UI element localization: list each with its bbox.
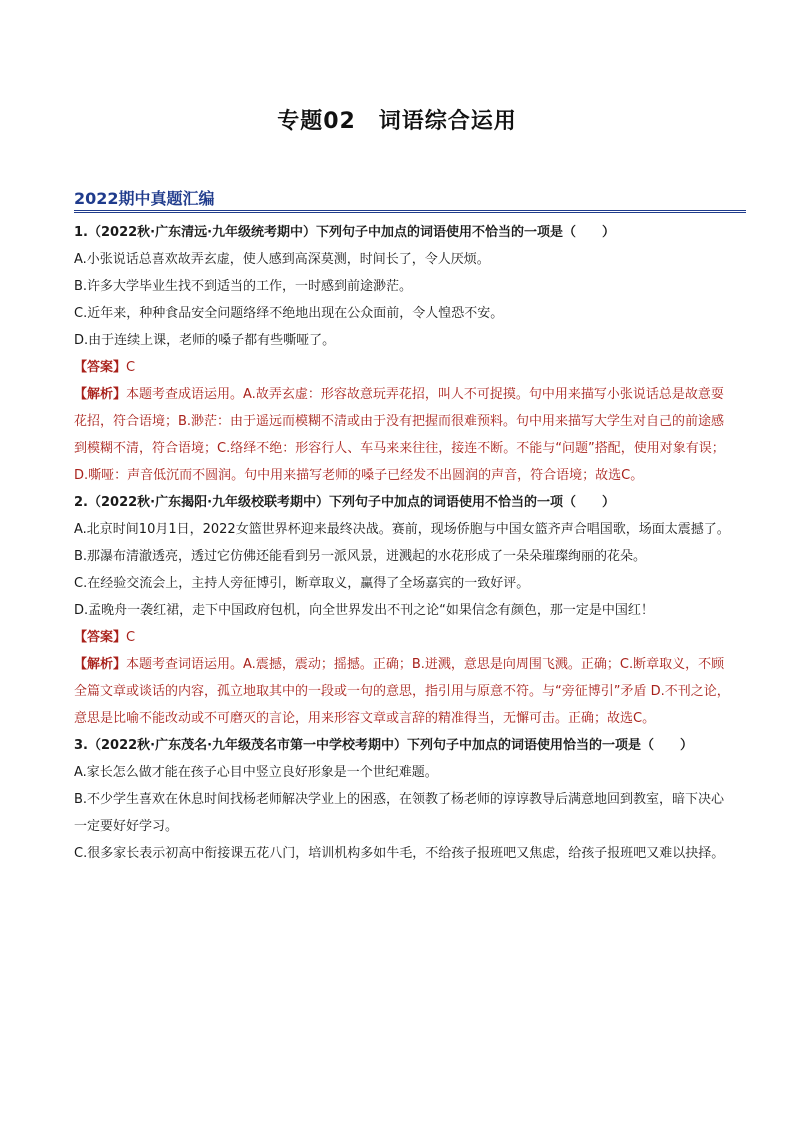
- question-1-analysis: [74, 381, 734, 489]
- page-title: 专题02 词语综合运用: [277, 109, 517, 134]
- section-title: 2022期中真题汇编: [74, 189, 215, 208]
- question-list: [74, 219, 734, 867]
- section-heading: [74, 186, 746, 213]
- question-1-option-d: D.由于连续上课，老师的嗓子都有些嘶哑了。: [74, 333, 336, 348]
- question-3-stem: 3.（2022秋·广东茂名·九年级茂名市第一中学校考期中）下列句子中加点的词语使用恰当的一项是（ ）: [74, 738, 694, 753]
- question-2-analysis: [74, 651, 734, 732]
- question-1-option-b: B.许多大学毕业生找不到适当的工作，一时感到前途渺茫。: [74, 279, 413, 294]
- question-2-option-d: D.孟晚舟一袭红裙，走下中国政府包机，向全世界发出不刊之论“如果信念有颜色，那一定是中国红！: [74, 603, 654, 618]
- answer-value: C: [126, 360, 136, 375]
- question-3-option-a: A.家长怎么做才能在孩子心目中竖立良好形象是一个世纪难题。: [74, 765, 438, 780]
- question-1-option-a: A.小张说话总喜欢故弄玄虚，使人感到高深莫测，时间长了，令人厌烦。: [74, 252, 490, 267]
- question-3-option-b: B.不少学生喜欢在休息时间找杨老师解决学业上的困惑，在领教了杨老师的谆谆教导后满意地回到教室，暗下决心一定要好好学习。: [74, 792, 725, 834]
- question-2-option-b: B.那瀑布清澈透亮，透过它仿佛还能看到另一派风景，迸溅起的水花形成了一朵朵璀璨绚丽的花朵。: [74, 549, 647, 564]
- analysis-quote: “问题”: [555, 441, 595, 456]
- analysis-tag: 【解析】: [74, 657, 127, 672]
- answer-value: C: [126, 630, 136, 645]
- question-1-option-c: C.近年来，种种食品安全问题络绎不绝地出现在公众面前，令人惶恐不安。: [74, 306, 504, 321]
- question-2-option-c: C.在经验交流会上，主持人旁征博引，断章取义，赢得了全场嘉宾的一致好评。: [74, 576, 530, 591]
- answer-tag: 【答案】: [74, 360, 127, 375]
- analysis-text-2: 矛盾 D.不刊之论，意思是比喻不能改动或不可磨灭的言论，用来形容文章或言辞的精准得当，无懈可击。正确；故选C。: [74, 684, 730, 726]
- question-2-option-a: A.北京时间10月1日，2022女篮世界杯迎来最终决战。赛前，现场侨胞与中国女篮齐声合唱国歌，场面太震撼了。: [74, 522, 730, 537]
- answer-tag: 【答案】: [74, 630, 127, 645]
- analysis-text-1: 本题考查成语运用。A.故弄玄虚：形容故意玩弄花招，叫人不可捉摸。句中用来描写小张说话总是故意耍花招，符合语境；B.渺茫：由于遥远而模糊不清或由于没有把握而很难预料。句中用来描写大学生对自己的前途感到模糊不清，符合语境；C.络绎不绝：形容行人、车马来来往往，接连不断。不能与: [74, 387, 725, 456]
- question-2-answer: [74, 624, 734, 651]
- question-2-stem: 2.（2022秋·广东揭阳·九年级校联考期中）下列句子中加点的词语使用不恰当的一项（ ）: [74, 495, 616, 510]
- analysis-text-2: 搭配，使用对象有误；D.嘶哑：声音低沉而不圆润。句中用来描写老师的嗓子已经发不出圆润的声音，符合语境；故选C。: [74, 441, 725, 483]
- analysis-quote: “旁征博引”: [555, 684, 621, 699]
- question-3-option-c: C.很多家长表示初高中衔接课五花八门，培训机构多如牛毛，不给孩子报班吧又焦虑，给孩子报班吧又难以抉择。: [74, 846, 725, 861]
- question-1-answer: [74, 354, 734, 381]
- question-1-stem: 1.（2022秋·广东清远·九年级统考期中）下列句子中加点的词语使用不恰当的一项是（ ）: [74, 225, 616, 240]
- analysis-tag: 【解析】: [74, 387, 127, 402]
- analysis-text-1: 本题考查词语运用。A.震撼，震动；摇撼。正确；B.迸溅，意思是向周围飞溅。正确；C.断章取义，不顾全篇文章或谈话的内容，孤立地取其中的一段或一句的意思，指引用与原意不符。与: [74, 657, 725, 699]
